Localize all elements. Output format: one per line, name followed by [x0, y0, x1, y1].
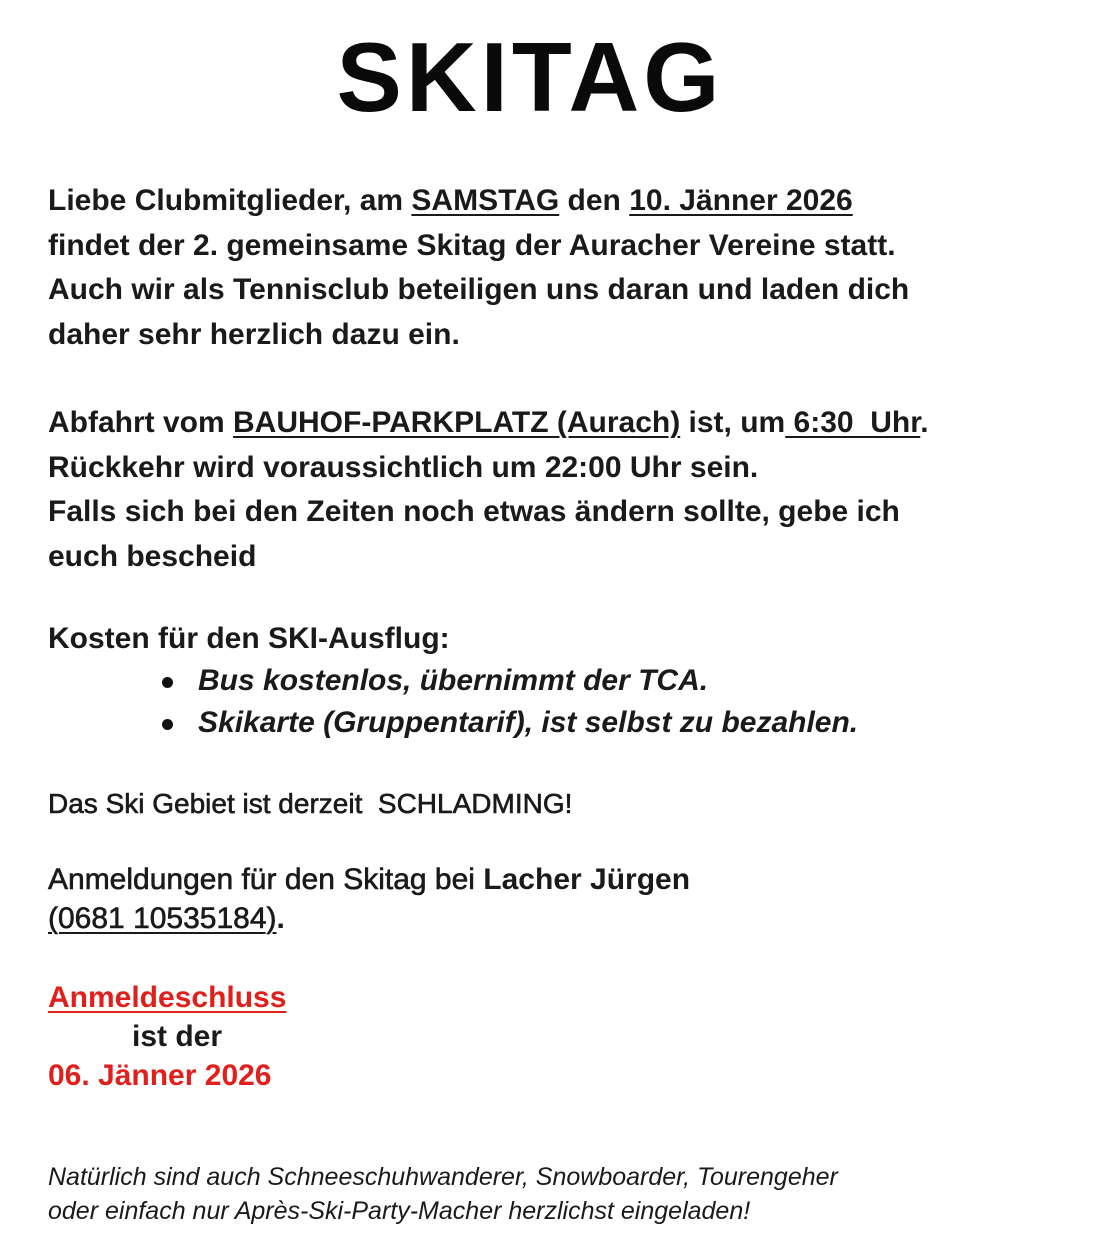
- departure-time: 6:30 Uhr: [785, 406, 921, 439]
- footer-line-1: Natürlich sind auch Schneeschuhwanderer, Snowboarder, Tourengeher: [48, 1163, 838, 1191]
- ski-area-line: Das Ski Gebiet ist derzeit SCHLADMING!: [48, 788, 573, 819]
- signup-text: .: [276, 902, 285, 935]
- change-note-line-2: euch bescheid: [48, 539, 257, 573]
- list-item: [48, 660, 1079, 702]
- change-note-line-1: Falls sich bei den Zeiten noch etwas ändern sollte, gebe ich: [48, 495, 900, 528]
- deadline-label: Anmeldeschluss: [48, 981, 287, 1014]
- departure-place: BAUHOF-PARKPLATZ (Aurach): [233, 406, 681, 439]
- cost-item-bus: Bus kostenlos, übernimmt der TCA.: [198, 664, 709, 697]
- contact-phone-line: [48, 899, 1079, 938]
- costs-list: [48, 660, 1079, 744]
- intro-text: Liebe Clubmitglieder, am: [48, 184, 412, 217]
- deadline-mid: ist der: [132, 1020, 223, 1053]
- bullet-icon: [162, 677, 173, 688]
- intro-line-3: Auch wir als Tennisclub beteiligen uns daran und laden dich: [48, 273, 910, 306]
- footer-note: [48, 1160, 838, 1228]
- bullet-icon: [162, 719, 173, 730]
- signup-paragraph: [48, 860, 1079, 938]
- departure-line-1: [48, 401, 1079, 446]
- signup-text: Anmeldungen für den Skitag bei: [48, 863, 484, 896]
- contact-name: Lacher Jürgen: [483, 863, 691, 896]
- departure-paragraph: [48, 401, 1079, 579]
- list-item: [48, 702, 1079, 744]
- intro-line-1: [48, 179, 1079, 224]
- footer-line-2: oder einfach nur Après-Ski-Party-Macher herzlichst eingeladen!: [48, 1197, 751, 1225]
- departure-text: ist, um: [680, 406, 786, 439]
- event-day: SAMSTAG: [411, 184, 560, 217]
- intro-text: den: [559, 184, 630, 217]
- intro-paragraph: [48, 179, 1079, 357]
- page-title: SKITAG: [336, 22, 724, 132]
- event-date: 10. Jänner 2026: [629, 184, 853, 217]
- costs-section: [48, 618, 1079, 744]
- departure-text: .: [920, 406, 929, 439]
- intro-line-4: daher sehr herzlich dazu ein.: [48, 317, 460, 351]
- costs-heading: Kosten für den SKI-Ausflug:: [48, 622, 450, 655]
- departure-text: Abfahrt vom: [48, 406, 234, 439]
- deadline-date: 06. Jänner 2026: [48, 1059, 272, 1092]
- return-line: Rückkehr wird voraussichtlich um 22:00 Uhr sein.: [48, 450, 759, 484]
- intro-line-2: findet der 2. gemeinsame Skitag der Auracher Vereine statt.: [48, 228, 896, 262]
- cost-item-skipass: Skikarte (Gruppentarif), ist selbst zu bezahlen.: [198, 706, 859, 739]
- deadline-section: [48, 978, 1079, 1095]
- signup-line: [48, 860, 1079, 899]
- contact-phone[interactable]: (0681 10535184): [48, 902, 277, 935]
